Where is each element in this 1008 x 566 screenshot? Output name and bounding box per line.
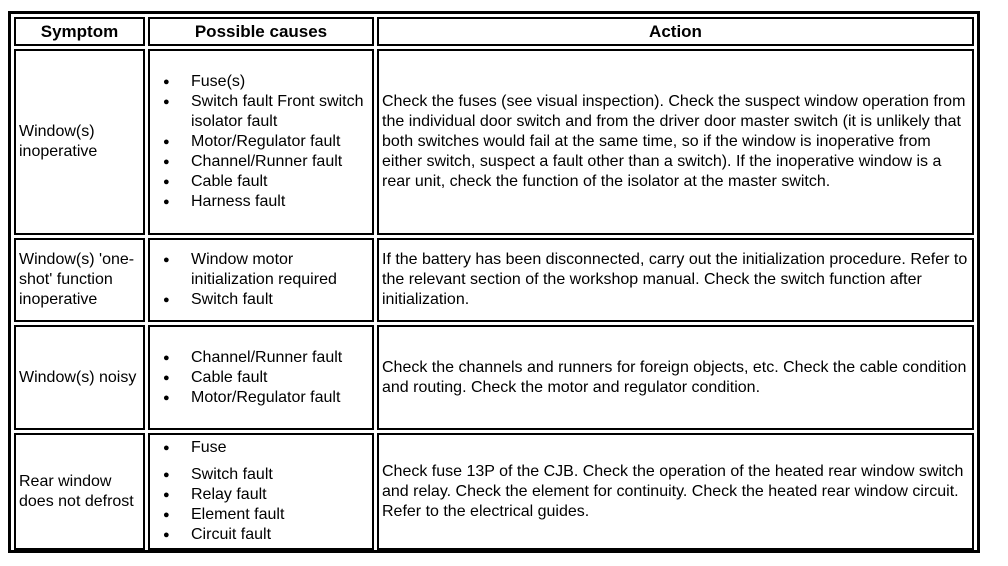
cause-item: ● Switch fault Front switch isolator fault (153, 92, 369, 132)
cause-item: ● Channel/Runner fault (153, 348, 369, 368)
cause-item: ● Fuse (153, 438, 369, 458)
cause-item: ● Window motor initialization required (153, 250, 369, 290)
cause-item: ● Cable fault (153, 172, 369, 192)
causes-list (153, 348, 369, 408)
table-row (14, 238, 974, 322)
cause-item: ● Relay fault (153, 485, 369, 505)
cause-item: ● Fuse(s) (153, 72, 369, 92)
causes-cell (148, 433, 374, 550)
header-action: Action (377, 17, 974, 46)
cause-item: ● Element fault (153, 505, 369, 525)
causes-cell (148, 325, 374, 430)
cause-item: ● Circuit fault (153, 525, 369, 545)
symptom-cell: Window(s) 'one-shot' function inoperative (14, 238, 145, 322)
cause-item: ● Switch fault (153, 290, 369, 310)
causes-list (153, 438, 369, 545)
table-row (14, 325, 974, 430)
table-header-row (14, 17, 974, 46)
causes-list (153, 250, 369, 310)
diagnosis-table (11, 14, 977, 553)
cause-item: ● Cable fault (153, 368, 369, 388)
action-cell: Check the channels and runners for foreign objects, etc. Check the cable condition and routing. Check the motor and regulator condition. (377, 325, 974, 430)
symptom-cell: Window(s) noisy (14, 325, 145, 430)
table-row (14, 433, 974, 550)
cause-item: ● Motor/Regulator fault (153, 388, 369, 408)
causes-list (153, 72, 369, 212)
action-cell: Check fuse 13P of the CJB. Check the operation of the heated rear window switch and relay. Check the element for continuity. Check the heated rear window circuit. Refer to the electrical guides. (377, 433, 974, 550)
table-row (14, 49, 974, 235)
cause-item: ● Harness fault (153, 192, 369, 212)
action-cell: If the battery has been disconnected, carry out the initialization procedure. Refer to the relevant section of the workshop manual. Check the switch function after initialization. (377, 238, 974, 322)
header-possible-causes: Possible causes (148, 17, 374, 46)
causes-cell (148, 49, 374, 235)
action-cell: Check the fuses (see visual inspection). Check the suspect window operation from the individual door switch and from the driver door master switch (it is unlikely that both switches would fail at the same time, so if the window is inoperative from either switch, suspect a fault other than a switch). If the inoperative window is a rear unit, check the function of the isolator at the master switch. (377, 49, 974, 235)
symptom-cell: Rear window does not defrost (14, 433, 145, 550)
header-symptom: Symptom (14, 17, 145, 46)
cause-item: ● Switch fault (153, 465, 369, 485)
cause-item: ● Channel/Runner fault (153, 152, 369, 172)
causes-cell (148, 238, 374, 322)
cause-item: ● Motor/Regulator fault (153, 132, 369, 152)
symptom-cell: Window(s) inoperative (14, 49, 145, 235)
